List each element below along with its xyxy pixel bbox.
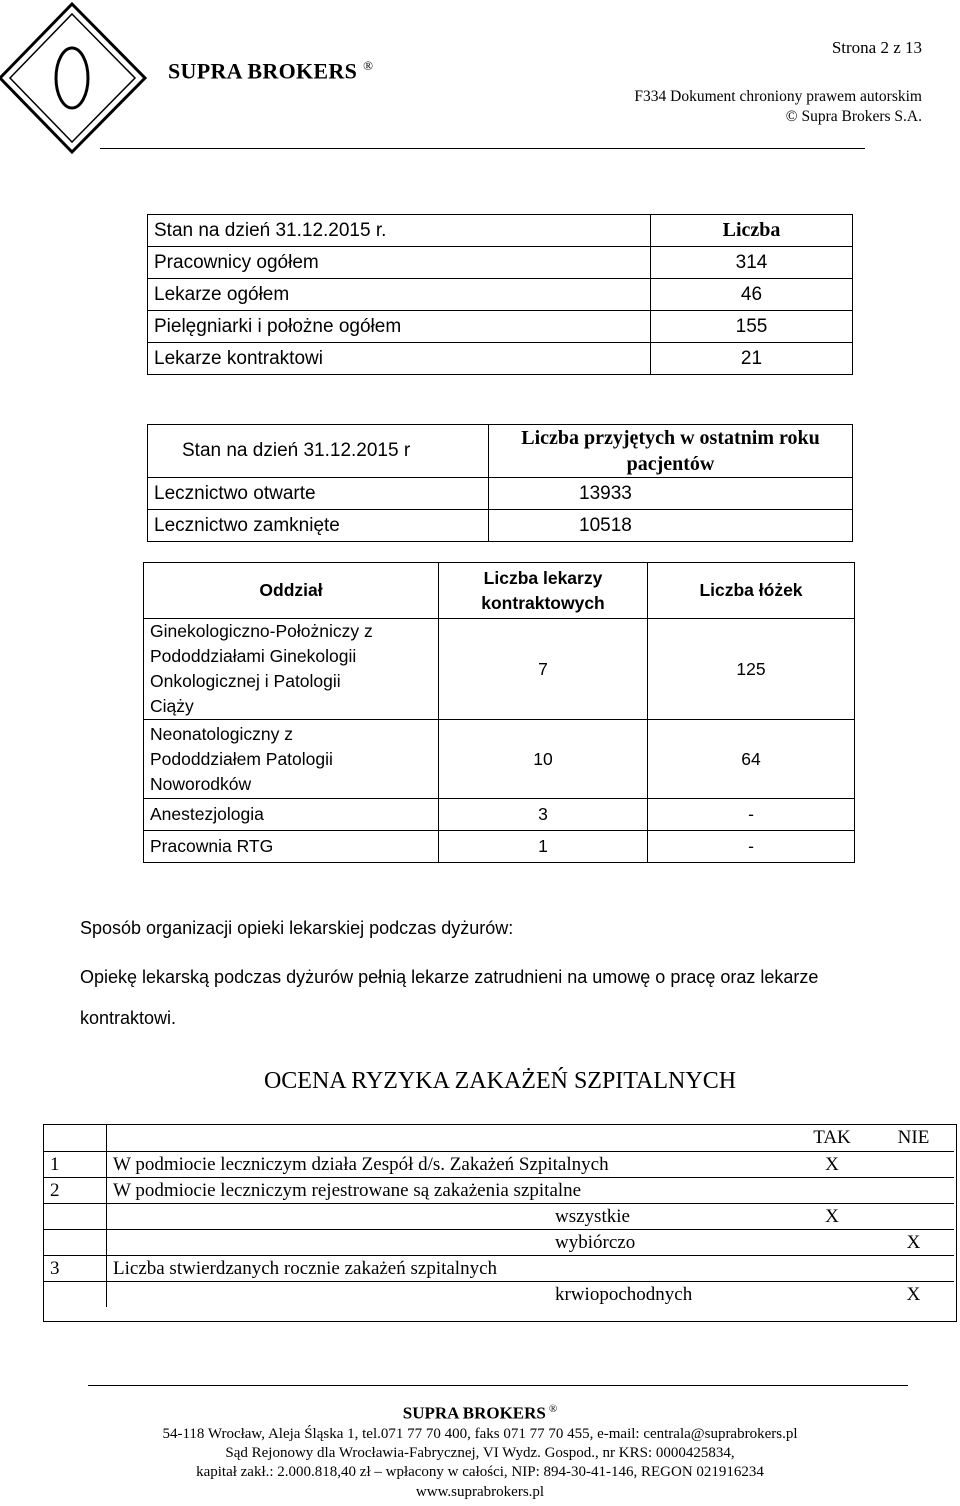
ward-doctors: 7 (439, 619, 648, 720)
table-row (144, 720, 855, 799)
risk-yes (791, 1282, 873, 1308)
patients-table (147, 424, 853, 542)
table-row (44, 1282, 954, 1308)
table-row (44, 1178, 954, 1204)
ward-beds: 125 (648, 619, 855, 720)
risk-sub: wszystkie (555, 1205, 630, 1227)
company-logo (0, 0, 150, 160)
risk-no (873, 1256, 954, 1282)
risk-head-no: NIE (897, 1127, 930, 1148)
staff-value: 46 (651, 279, 853, 311)
risk-head-yes: TAK (813, 1127, 851, 1148)
risk-sub: krwiopochodnych (555, 1283, 693, 1305)
copyright-owner: © Supra Brokers S.A. (785, 108, 922, 125)
footer-court: Sąd Rejonowy dla Wrocławia-Fabrycznej, VI Wydz. Gospod., nr KRS: 0000425834, (225, 1445, 735, 1461)
staff-label: Pracownicy ogółem (148, 247, 651, 279)
patients-value: 10518 (489, 510, 853, 542)
staff-value: 21 (651, 343, 853, 375)
risk-no (873, 1178, 954, 1204)
risk-yes (791, 1178, 873, 1204)
risk-yes (791, 1230, 873, 1256)
table-row (148, 311, 853, 343)
ward-doctors: 10 (439, 720, 648, 799)
ward-name: Pracownia RTG (144, 831, 439, 863)
risk-yes: X (825, 1205, 839, 1227)
wards-table (143, 562, 855, 863)
table-row (44, 1230, 954, 1256)
risk-num (44, 1282, 107, 1308)
ward-name: Anestezjologia (144, 799, 439, 831)
staff-value: 155 (651, 311, 853, 343)
patients-label: Lecznictwo zamknięte (148, 510, 489, 542)
table-row (144, 799, 855, 831)
header-brand: SUPRA BROKERS ® (168, 58, 374, 84)
table-row (44, 1152, 954, 1178)
risk-num: 3 (44, 1256, 107, 1282)
staff-label: Pielęgniarki i położne ogółem (148, 311, 651, 343)
patients-table-head-right: Liczba przyjętych w ostatnim roku pacjentów (489, 425, 853, 478)
ward-beds: - (648, 799, 855, 831)
patients-label: Lecznictwo otwarte (148, 478, 489, 510)
risk-text (107, 1204, 550, 1230)
wards-head-ward: Oddział (144, 563, 439, 619)
duty-text-line2: kontraktowi. (80, 1008, 177, 1028)
table-row (144, 831, 855, 863)
risk-text: W podmiocie leczniczym działa Zespół d/s. Zakażeń Szpitalnych (113, 1153, 609, 1175)
risk-yes (791, 1256, 873, 1282)
ward-name: Neonatologiczny z Pododdziałem Patologii Noworodków (144, 720, 439, 799)
risk-no: X (906, 1231, 921, 1253)
ward-beds: - (648, 831, 855, 863)
staff-table-head-left: Stan na dzień 31.12.2015 r. (148, 215, 651, 247)
ward-doctors: 3 (439, 799, 648, 831)
table-row (148, 279, 853, 311)
risk-text: Liczba stwierdzanych rocznie zakażeń szpitalnych (113, 1257, 498, 1279)
staff-value: 314 (651, 247, 853, 279)
footer-divider (88, 1385, 908, 1386)
risk-num (44, 1230, 107, 1256)
footer-website[interactable]: www.suprabrokers.pl (415, 1484, 545, 1500)
risk-no (873, 1152, 954, 1178)
ward-name: Ginekologiczno-Położniczy z Pododdziałami Ginekologii Onkologicznej i Patologii Ciąży (144, 619, 439, 720)
table-row (148, 343, 853, 375)
risk-num (44, 1204, 107, 1230)
risk-text (107, 1282, 550, 1308)
patients-value: 13933 (489, 478, 853, 510)
table-row (148, 510, 853, 542)
risk-num: 2 (44, 1178, 107, 1204)
risk-num: 1 (44, 1152, 107, 1178)
ward-doctors: 1 (439, 831, 648, 863)
risk-text (107, 1230, 550, 1256)
table-row (44, 1256, 954, 1282)
ward-beds: 64 (648, 720, 855, 799)
risk-yes: X (825, 1153, 839, 1175)
table-row (148, 478, 853, 510)
risk-table (44, 1125, 954, 1307)
staff-label: Lekarze ogółem (148, 279, 651, 311)
copyright-notice: F334 Dokument chroniony prawem autorskim (634, 88, 922, 105)
staff-table (147, 214, 853, 375)
page-number: Strona 2 z 13 (831, 38, 922, 57)
table-row (148, 247, 853, 279)
wards-head-doctors: Liczba lekarzy kontraktowych (439, 563, 648, 619)
risk-text: W podmiocie leczniczym rejestrowane są zakażenia szpitalne (113, 1179, 582, 1201)
footer-brand: SUPRA BROKERS ® (402, 1403, 558, 1423)
staff-label: Lekarze kontraktowi (148, 343, 651, 375)
staff-table-head-right: Liczba (651, 215, 853, 247)
footer-address: 54-118 Wrocław, Aleja Śląska 1, tel.071 77 70 400, faks 071 77 70 455, e-mail: centrala@suprabrokers.pl (162, 1426, 798, 1442)
footer-capital: kapitał zakł.: 2.000.818,40 zł – wpłacony w całości, NIP: 894-30-41-146, REGON 021916234 (196, 1464, 764, 1480)
table-row (44, 1204, 954, 1230)
risk-no: X (906, 1283, 921, 1305)
header-divider (100, 148, 865, 149)
risk-title: OCENA RYZYKA ZAKAŻEŃ SZPITALNYCH (263, 1068, 737, 1094)
duty-heading: Sposób organizacji opieki lekarskiej podczas dyżurów: (80, 918, 514, 938)
risk-sub: wybiórczo (555, 1231, 636, 1253)
patients-table-head-left: Stan na dzień 31.12.2015 r (148, 425, 489, 478)
wards-head-beds: Liczba łóżek (648, 563, 855, 619)
table-row (144, 619, 855, 720)
duty-text-line1: Opiekę lekarską podczas dyżurów pełnią lekarze zatrudnieni na umowę o pracę oraz lekarze (80, 967, 819, 987)
risk-no (873, 1204, 954, 1230)
